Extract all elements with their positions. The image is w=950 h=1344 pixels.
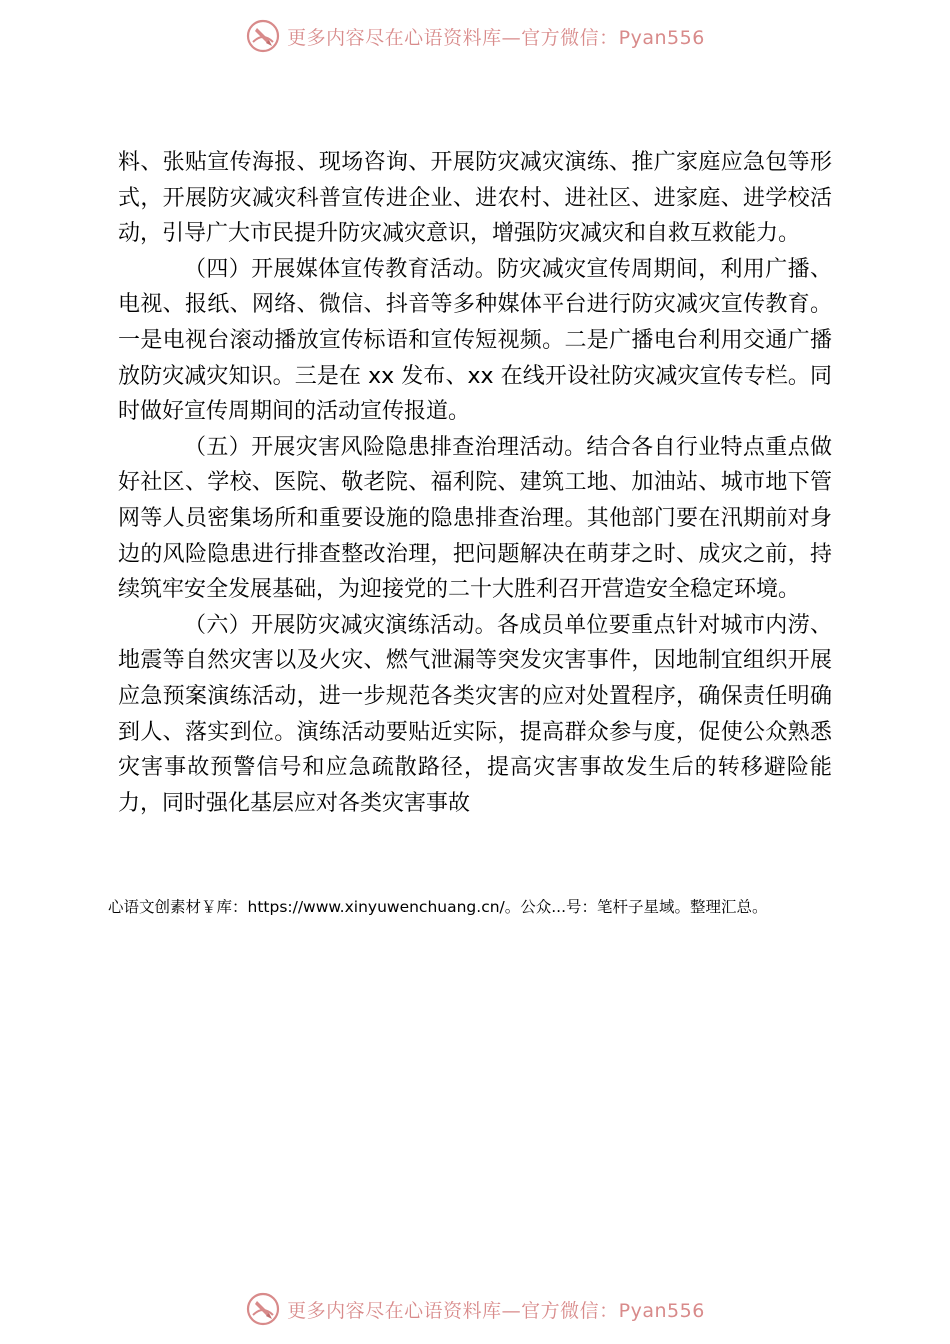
sunset-pen-logo-icon (245, 18, 281, 54)
footer-watermark-banner (0, 1287, 950, 1331)
paragraph: 料、张贴宣传海报、现场咨询、开展防灾减灾演练、推广家庭应急包等形式，开展防灾减灾科普宣传进企业、进农村、进社区、进家庭、进学校活动，引导广大市民提升防灾减灾意识，增强防灾减灾和自救互救能力。 (118, 150, 832, 247)
paragraph: （六）开展防灾减灾演练活动。各成员单位要重点针对城市内涝、地震等自然灾害以及火灾、燃气泄漏等突发灾害事件，因地制宜组织开展应急预案演练活动，进一步规范各类灾害的应对处置程序，确保责任明确到人、落实到位。演练活动要贴近实际，提高群众参与度，促使公众熟悉灾害事故预警信号和应急疏散路径，提高灾害事故发生后的转移避险能力，同时强化基层应对各类灾害事故 (118, 612, 832, 816)
header-banner-text: 更多内容尽在心语资料库—官方微信：Pyan556 (287, 26, 705, 49)
sunset-pen-logo-icon (245, 1291, 281, 1327)
paragraph: （五）开展灾害风险隐患排查治理活动。结合各自行业特点重点做好社区、学校、医院、敬老院、福利院、建筑工地、加油站、城市地下管网等人员密集场所和重要设施的隐患排查治理。其他部门要在汛期前对身边的风险隐患进行排查整改治理，把问题解决在萌芽之时、成灾之前，持续筑牢安全发展基础，为迎接党的二十大胜利召开营造安全稳定环境。 (118, 434, 832, 603)
paragraph: （四）开展媒体宣传教育活动。防灾减灾宣传周期间，利用广播、电视、报纸、网络、微信、抖音等多种媒体平台进行防灾减灾宣传教育。一是电视台滚动播放宣传标语和宣传短视频。二是广播电台利用交通广播放防灾减灾知识。三是在 xx 发布、xx 在线开设社防灾减灾宣传专栏。同时做好宣传周期间的活动宣传报道。 (118, 256, 832, 425)
header-watermark-banner (0, 14, 950, 58)
source-footnote: 心语文创素材￥库：https://www.xinyuwenchuang.cn/。公众...号：笔杆子星域。整理汇总。 (108, 898, 768, 916)
footer-banner-text: 更多内容尽在心语资料库—官方微信：Pyan556 (287, 1299, 705, 1322)
document-body (118, 145, 832, 821)
